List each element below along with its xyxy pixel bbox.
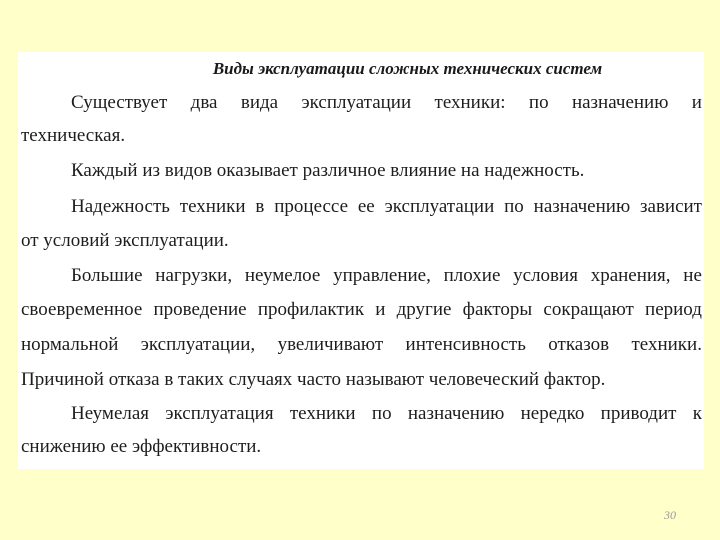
paragraph-4-line-1: Большие нагрузки, неумелое управление, плохие условия хранения, не bbox=[71, 265, 702, 286]
paragraph-5-line-2: снижению ее эффективности. bbox=[21, 436, 262, 457]
document-title: Виды эксплуатации сложных технических систем bbox=[212, 59, 603, 78]
paragraph-5-line-1: Неумелая эксплуатация техники по назначению нередко приводит к bbox=[71, 403, 702, 424]
paragraph-4-line-4: Причиной отказа в таких случаях часто называют человеческий фактор. bbox=[21, 369, 606, 390]
paragraph-3-line-1: Надежность техники в процессе ее эксплуатации по назначению зависит bbox=[71, 196, 702, 217]
paragraph-4-line-2: своевременное проведение профилактик и другие факторы сокращают период bbox=[21, 299, 702, 320]
paragraph-1-line-2: техническая. bbox=[21, 125, 126, 146]
paragraph-3-line-2: от условий эксплуатации. bbox=[21, 230, 229, 251]
paragraph-1-line-1: Существует два вида эксплуатации техники: по назначению и bbox=[71, 92, 702, 113]
paragraph-4-line-3: нормальной эксплуатации, увеличивают интенсивность отказов техники. bbox=[21, 334, 702, 355]
paragraph-2-line-1: Каждый из видов оказывает различное влияние на надежность. bbox=[71, 160, 585, 181]
page-number: 30 bbox=[664, 508, 676, 522]
